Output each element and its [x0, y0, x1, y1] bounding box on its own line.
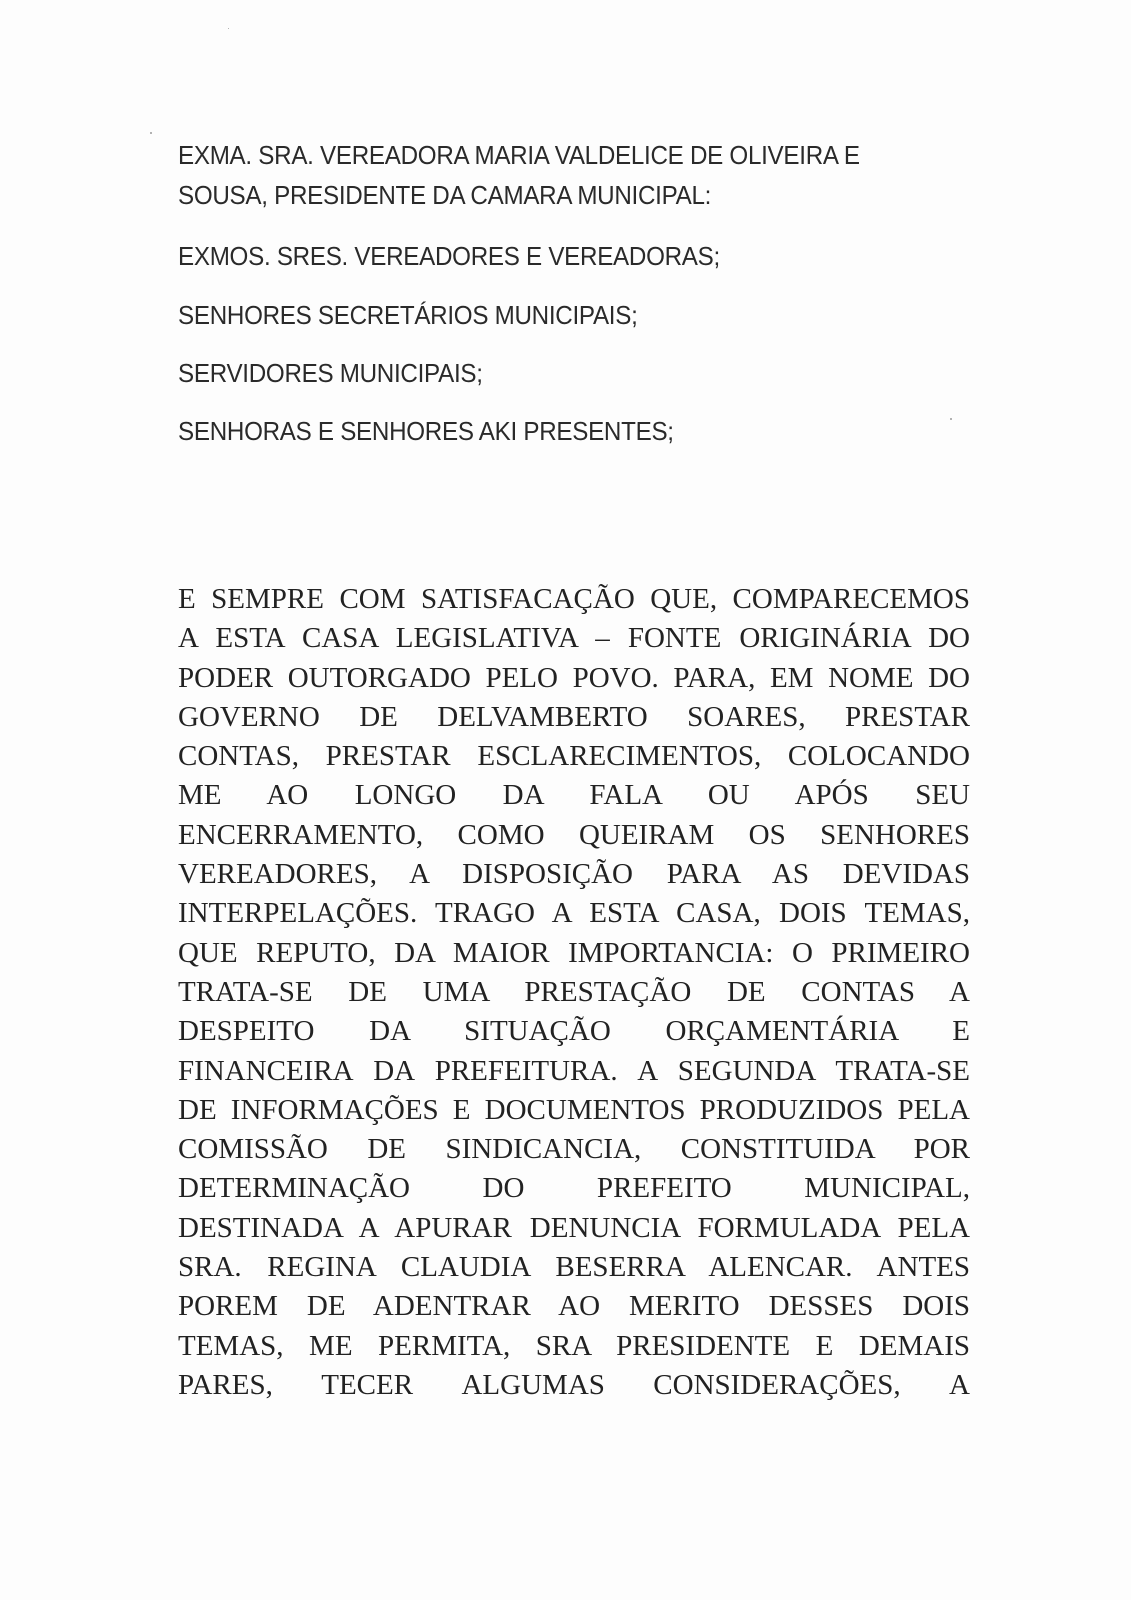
- body-word: ALGUMAS: [461, 1368, 605, 1401]
- body-paragraph: [178, 580, 970, 1405]
- body-line: GOVERNO DE DELVAMBERTO SOARES, PRESTAR: [178, 700, 970, 733]
- body-line: POREM DE ADENTRAR AO MERITO DESSES DOIS: [178, 1290, 970, 1323]
- scan-speck: [228, 28, 229, 29]
- body-line: PODER OUTORGADO PELO POVO. PARA, EM NOME DO: [178, 661, 970, 694]
- body-word: PARES,: [178, 1368, 273, 1401]
- body-word: TECER: [321, 1368, 414, 1401]
- body-line: VEREADORES, A DISPOSIÇÃO PARA AS DEVIDAS: [178, 858, 970, 891]
- body-line: A ESTA CASA LEGISLATIVA – FONTE ORIGINÁRIA DO: [178, 622, 970, 655]
- body-line: CONTAS, PRESTAR ESCLARECIMENTOS, COLOCANDO: [178, 740, 970, 773]
- body-line: INTERPELAÇÕES. TRAGO A ESTA CASA, DOIS TEMAS,: [178, 897, 970, 930]
- salutation-line: SENHORAS E SENHORES AKI PRESENTES;: [178, 416, 674, 446]
- body-line: DE INFORMAÇÕES E DOCUMENTOS PRODUZIDOS PELA: [178, 1093, 970, 1126]
- body-line: QUE REPUTO, DA MAIOR IMPORTANCIA: O PRIMEIRO: [178, 936, 970, 969]
- salutation-line: SERVIDORES MUNICIPAIS;: [178, 358, 483, 388]
- body-line: SRA. REGINA CLAUDIA BESERRA ALENCAR. ANTES: [178, 1251, 970, 1284]
- scan-speck: [950, 418, 952, 420]
- body-line: TEMAS, ME PERMITA, SRA PRESIDENTE E DEMAIS: [178, 1329, 970, 1362]
- body-word: CONSIDERAÇÕES,: [653, 1368, 901, 1401]
- body-line: DETERMINAÇÃO DO PREFEITO MUNICIPAL,: [178, 1172, 970, 1205]
- body-line: ENCERRAMENTO, COMO QUEIRAM OS SENHORES: [178, 818, 970, 851]
- salutation-line: EXMOS. SRES. VEREADORES E VEREADORAS;: [178, 241, 720, 271]
- body-line: FINANCEIRA DA PREFEITURA. A SEGUNDA TRATA-SE: [178, 1054, 970, 1087]
- body-line-last: [178, 1366, 970, 1405]
- salutation-line: EXMA. SRA. VEREADORA MARIA VALDELICE DE OLIVEIRA E: [178, 140, 860, 170]
- body-line: E SEMPRE COM SATISFACAÇÃO QUE, COMPARECEMOS: [178, 583, 970, 615]
- scan-speck: [150, 132, 152, 134]
- body-line: DESPEITO DA SITUAÇÃO ORÇAMENTÁRIA E: [178, 1015, 970, 1048]
- body-line: DESTINADA A APURAR DENUNCIA FORMULADA PELA: [178, 1211, 970, 1244]
- salutation-line: SOUSA, PRESIDENTE DA CAMARA MUNICIPAL:: [178, 180, 712, 210]
- body-line: COMISSÃO DE SINDICANCIA, CONSTITUIDA POR: [178, 1133, 970, 1166]
- body-line: ME AO LONGO DA FALA OU APÓS SEU: [178, 779, 970, 812]
- body-word: A: [949, 1368, 970, 1401]
- body-line: TRATA-SE DE UMA PRESTAÇÃO DE CONTAS A: [178, 975, 970, 1008]
- salutation-line: SENHORES SECRETÁRIOS MUNICIPAIS;: [178, 300, 638, 330]
